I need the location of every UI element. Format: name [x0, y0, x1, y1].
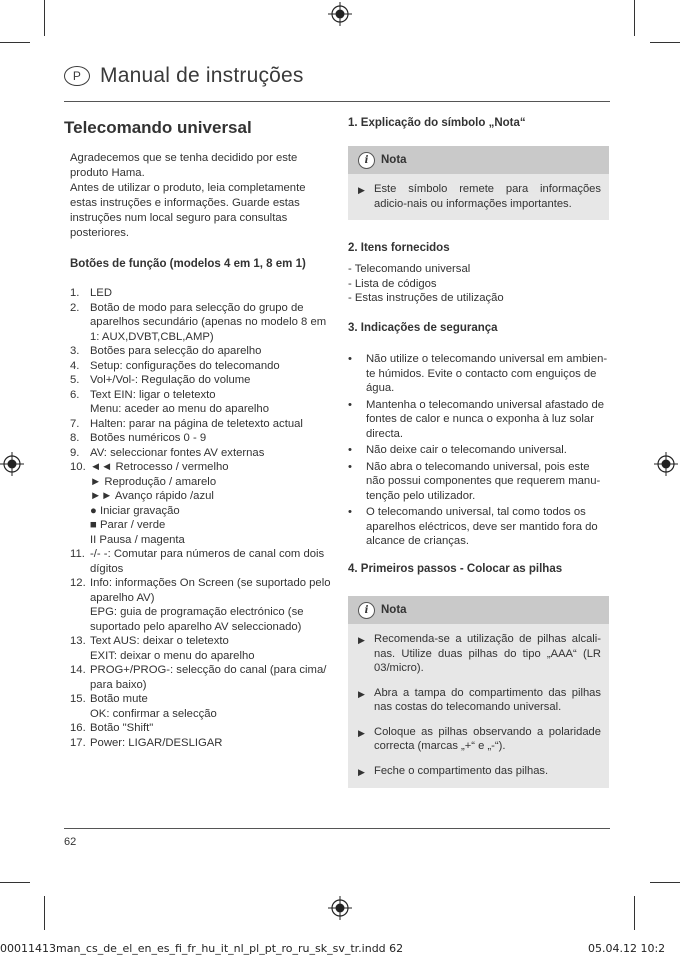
function-text: Menu: aceder ao menu do aparelho: [90, 403, 269, 415]
function-item: [70, 373, 345, 388]
function-text: Text AUS: deixar o teletexto: [90, 635, 229, 647]
function-text: aparelho AV): [90, 591, 155, 604]
function-text: Setup: configurações do telecomando: [90, 359, 280, 372]
language-badge: P: [64, 66, 90, 86]
function-text: para baixo): [90, 678, 147, 691]
function-item: [70, 359, 345, 374]
function-number: [70, 315, 90, 330]
list-item: • Não abra o telecomando universal, pois este não possui componentes que requerem manu-tenção pelo utilizador.: [348, 460, 610, 504]
function-number: 16.: [70, 722, 86, 734]
note-item: [348, 681, 609, 720]
page-number: 62: [64, 836, 77, 848]
safety-text: Não deixe cair o telecomando universal.: [366, 444, 567, 456]
function-item: [70, 518, 345, 533]
registration-mark-right-icon: [654, 452, 678, 476]
list-item: • Não deixe cair o telecomando universal.: [348, 444, 567, 456]
function-item: [70, 678, 345, 693]
function-number: [70, 562, 90, 577]
function-item: [70, 301, 345, 316]
arrow-right-icon: ▶: [358, 185, 365, 195]
function-item: [70, 417, 345, 432]
note-text: Recomenda-se a utilização de pilhas alcali-nas. Utilize duas pilhas do tipo „AAA“ (LR 03/micro).: [374, 633, 601, 674]
note-text: Feche o compartimento das pilhas.: [374, 764, 549, 777]
function-number: 12.: [70, 577, 86, 589]
registration-mark-top-icon: [328, 2, 352, 26]
function-text: Power: LIGAR/DESLIGAR: [90, 736, 223, 749]
intro-paragraph: [70, 151, 330, 241]
function-number: 10.: [70, 461, 86, 473]
function-text: Botão mute: [90, 693, 148, 705]
function-number: [70, 518, 90, 533]
slug-timestamp: 05.04.12 10:2: [588, 942, 666, 955]
function-item: [70, 692, 345, 707]
function-number: [70, 649, 90, 664]
function-number: [70, 591, 90, 606]
function-number: 5.: [70, 374, 80, 386]
function-list: [70, 286, 345, 750]
function-number: 3.: [70, 345, 80, 357]
function-number: 15.: [70, 693, 86, 705]
function-text: Botão de modo para selecção do grupo de: [90, 301, 304, 314]
function-item: [70, 620, 345, 635]
function-item: [70, 315, 345, 330]
function-text: Text EIN: ligar o teletexto: [90, 388, 216, 401]
function-text: suportado pelo aparelho AV seleccionado): [90, 620, 302, 633]
note-text: Coloque as pilhas observando a polaridade correcta (marcas „+“ e „-“).: [374, 725, 601, 752]
header-rule: [64, 101, 610, 102]
function-number: [70, 707, 90, 722]
function-text: dígitos: [90, 562, 124, 575]
section-3-heading: 3. Indicações de segurança: [348, 322, 498, 334]
function-number: [70, 605, 90, 620]
note-item: [348, 759, 609, 785]
page-header: [64, 64, 304, 88]
intro-line: posteriores.: [70, 227, 130, 239]
delivered-items-list: [348, 262, 504, 306]
list-item: - Telecomando universal: [348, 263, 471, 275]
function-number: [70, 678, 90, 693]
function-text: LED: [90, 287, 112, 299]
note-item: [348, 720, 609, 759]
function-item: [70, 591, 345, 606]
slug-filename: 00011413man_cs_de_el_en_es_fi_fr_hu_it_nl_pl_pt_ro_ru_sk_sv_tr.indd 62: [0, 942, 404, 955]
note-item: [348, 624, 609, 681]
crop-mark-bottom-left: [44, 896, 45, 930]
function-buttons-heading: Botões de função (modelos 4 em 1, 8 em 1): [70, 258, 306, 270]
safety-list: [348, 352, 610, 549]
function-number: 17.: [70, 736, 86, 749]
function-item: [70, 344, 345, 359]
function-text: ►► Avanço rápido /azul: [90, 490, 214, 502]
intro-line: Agradecemos que se tenha decidido por este: [70, 152, 298, 164]
arrow-right-icon: ▶: [358, 688, 365, 699]
list-item: - Estas instruções de utilização: [348, 292, 504, 304]
function-text: ► Reprodução / amarelo: [90, 475, 217, 488]
function-number: 9.: [70, 446, 80, 459]
function-item: [70, 533, 345, 548]
function-item: [70, 446, 345, 461]
function-number: 13.: [70, 635, 86, 647]
crop-mark-left-bottom: [0, 882, 30, 883]
note-item: [348, 174, 609, 220]
function-number: [70, 504, 90, 519]
function-item: [70, 475, 345, 490]
function-text: AV: seleccionar fontes AV externas: [90, 446, 265, 459]
function-text: Botão "Shift": [90, 722, 154, 734]
function-item: [70, 605, 345, 620]
function-item: [70, 286, 345, 301]
function-item: [70, 330, 345, 345]
function-item: [70, 489, 345, 504]
intro-line: estas instruções e informações. Guarde estas: [70, 197, 300, 209]
section-title: Telecomando universal: [64, 118, 252, 137]
function-number: [70, 402, 90, 417]
function-item: [70, 460, 345, 475]
manual-title: Manual de instruções: [100, 64, 304, 87]
arrow-right-icon: ▶: [358, 727, 365, 738]
crop-mark-right-top: [650, 42, 680, 43]
function-item: [70, 576, 345, 591]
arrow-right-icon: ▶: [358, 766, 365, 777]
function-number: 8.: [70, 432, 80, 444]
arrow-right-icon: ▶: [358, 635, 365, 645]
safety-text: O telecomando universal, tal como todos os aparelhos eléctricos, deve ser mantido fora do alcance de crianças.: [366, 506, 598, 547]
function-item: [70, 707, 345, 722]
function-item: [70, 562, 345, 577]
crop-mark-top-right: [634, 0, 635, 36]
list-item: - Lista de códigos: [348, 277, 437, 290]
function-item: [70, 431, 345, 446]
function-item: [70, 721, 345, 736]
function-text: OK: confirmar a selecção: [90, 707, 217, 720]
function-number: 14.: [70, 664, 86, 676]
function-text: Halten: parar na página de teletexto actual: [90, 417, 303, 430]
function-number: [70, 620, 90, 635]
function-text: Vol+/Vol-: Regulação do volume: [90, 374, 251, 386]
function-number: 2.: [70, 301, 80, 314]
section-4-heading: 4. Primeiros passos - Colocar as pilhas: [348, 563, 563, 575]
function-number: [70, 475, 90, 490]
function-text: PROG+/PROG-: selecção do canal (para cima/: [90, 664, 327, 676]
registration-mark-left-icon: [0, 452, 24, 476]
function-text: II Pausa / magenta: [90, 533, 185, 546]
crop-mark-right-bottom: [650, 882, 680, 883]
note-box-1: [348, 146, 609, 220]
note-box-2: [348, 596, 609, 788]
function-number: [70, 489, 90, 504]
function-item: [70, 402, 345, 417]
crop-mark-bottom-right: [634, 896, 635, 930]
intro-line: instruções num local seguro para consultas: [70, 212, 288, 224]
function-number: 7.: [70, 417, 80, 430]
function-text: Info: informações On Screen (se suportado pelo: [90, 577, 331, 589]
function-number: 6.: [70, 388, 80, 401]
crop-mark-left-top: [0, 42, 30, 43]
note-text: Este símbolo remete para informações adicio-nais ou informações importantes.: [374, 183, 601, 210]
function-number: 4.: [70, 359, 80, 372]
function-text: ◄◄ Retrocesso / vermelho: [90, 461, 229, 473]
function-item: [70, 388, 345, 403]
info-icon: i: [358, 152, 375, 169]
note-label: Nota: [381, 604, 407, 616]
list-item: • O telecomando universal, tal como todos os aparelhos eléctricos, deve ser mantido fora do alcance de crianças.: [348, 505, 610, 549]
function-text: Botões numéricos 0 - 9: [90, 432, 207, 444]
crop-mark-top-left: [44, 0, 45, 36]
function-text: -/- -: Comutar para números de canal com dois: [90, 548, 325, 560]
function-number: 11.: [70, 548, 85, 560]
note-header: [348, 146, 609, 174]
note-label: Nota: [381, 154, 407, 166]
section-1-heading: 1. Explicação do símbolo „Nota“: [348, 117, 526, 129]
safety-text: Mantenha o telecomando universal afastado de fontes de calor e nunca o exponha à luz solar directa.: [366, 398, 605, 440]
function-text: ■ Parar / verde: [90, 519, 166, 531]
note-text: Abra a tampa do compartimento das pilhas nas costas do telecomando universal.: [374, 686, 601, 713]
info-icon: i: [358, 602, 375, 619]
function-text: EXIT: deixar o menu do aparelho: [90, 649, 255, 662]
list-item: • Não utilize o telecomando universal em ambien-te húmidos. Evite o contacto com enguiços de água.: [348, 352, 610, 396]
function-text: EPG: guia de programação electrónico (se: [90, 606, 304, 618]
intro-line: Antes de utilizar o produto, leia completamente: [70, 182, 306, 194]
function-item: [70, 649, 345, 664]
safety-text: Não abra o telecomando universal, pois este não possui componentes que requerem manu-tenção pelo utilizador.: [366, 460, 601, 502]
function-item: [70, 736, 345, 751]
function-text: aparelhos secundário (apenas no modelo 8 em: [90, 316, 327, 328]
note-header: [348, 596, 609, 624]
function-number: 1.: [70, 287, 80, 299]
function-text: ● Iniciar gravação: [90, 504, 180, 517]
section-2-heading: 2. Itens fornecidos: [348, 242, 450, 254]
function-number: [70, 330, 90, 345]
function-text: 1: AUX,DVBT,CBL,AMP): [90, 330, 214, 343]
function-number: [70, 533, 90, 548]
function-item: [70, 634, 345, 649]
registration-mark-bottom-icon: [328, 896, 352, 920]
safety-text: Não utilize o telecomando universal em ambien-te húmidos. Evite o contacto com enguiços de água.: [366, 353, 608, 394]
function-item: [70, 504, 345, 519]
function-item: [70, 547, 345, 562]
footer-rule: [64, 828, 610, 829]
function-item: [70, 663, 345, 678]
function-text: Botões para selecção do aparelho: [90, 345, 262, 357]
intro-line: produto Hama.: [70, 167, 145, 179]
list-item: • Mantenha o telecomando universal afastado de fontes de calor e nunca o exponha à luz solar directa.: [348, 398, 610, 442]
